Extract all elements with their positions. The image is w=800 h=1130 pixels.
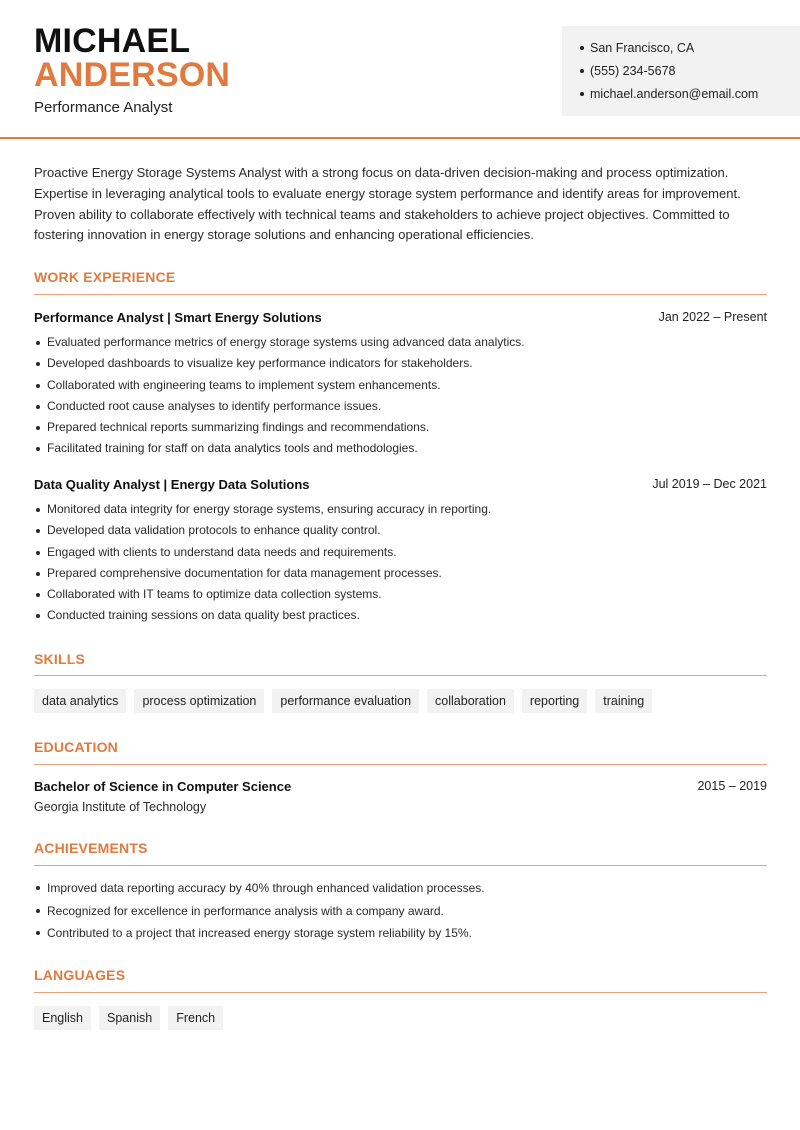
list-item: Collaborated with IT teams to optimize data collection systems. <box>34 584 767 605</box>
section-divider <box>34 865 767 866</box>
section-divider <box>34 764 767 765</box>
phone-text: (555) 234-5678 <box>590 64 676 78</box>
languages-tags <box>34 1006 223 1030</box>
skill-tag: collaboration <box>427 689 514 713</box>
language-tag: English <box>34 1006 91 1030</box>
contact-box <box>562 26 800 116</box>
skills-tags <box>34 689 652 713</box>
resume-header <box>0 0 800 139</box>
email-text[interactable]: michael.anderson@email.com <box>590 87 759 101</box>
list-item: Developed dashboards to visualize key performance indicators for stakeholders. <box>34 353 767 374</box>
skills-heading: SKILLS <box>34 651 85 667</box>
list-item: Facilitated training for staff on data analytics tools and methodologies. <box>34 438 767 459</box>
language-tag: Spanish <box>99 1006 160 1030</box>
skill-tag: reporting <box>522 689 587 713</box>
bullet-icon <box>580 46 584 50</box>
skill-tag: training <box>595 689 652 713</box>
job-dates-1: Jan 2022 – Present <box>658 310 767 324</box>
location-text: San Francisco, CA <box>590 41 695 55</box>
list-item: Monitored data integrity for energy storage systems, ensuring accuracy in reporting. <box>34 499 767 520</box>
job-dates-2: Jul 2019 – Dec 2021 <box>652 477 767 491</box>
section-divider <box>34 294 767 295</box>
list-item: Collaborated with engineering teams to implement system enhancements. <box>34 375 767 396</box>
job-title-1: Performance Analyst | Smart Energy Solutions <box>34 310 322 325</box>
section-divider <box>34 992 767 993</box>
list-item: Prepared comprehensive documentation for data management processes. <box>34 563 767 584</box>
list-item: Contributed to a project that increased energy storage system reliability by 15%. <box>34 922 767 945</box>
job-title: Performance Analyst <box>34 99 173 116</box>
education-heading: EDUCATION <box>34 739 118 755</box>
list-item: Improved data reporting accuracy by 40% through enhanced validation processes. <box>34 877 767 900</box>
last-name: ANDERSON <box>34 56 231 94</box>
bullet-icon <box>580 69 584 73</box>
list-item: Prepared technical reports summarizing findings and recommendations. <box>34 417 767 438</box>
language-tag: French <box>168 1006 223 1030</box>
achievements-heading: ACHIEVEMENTS <box>34 840 148 856</box>
list-item: Recognized for excellence in performance analysis with a company award. <box>34 900 767 923</box>
contact-email[interactable] <box>580 86 758 102</box>
summary-paragraph: Proactive Energy Storage Systems Analyst with a strong focus on data-driven decision-making and process optimization. Expertise in leveraging analytical tools to evaluate energy storage system performance and identify areas for improvement. Proven ability to collaborate effectively with technical teams and stakeholders to achieve project objectives. Committed to fostering innovation in energy storage solutions and enhancing operational efficiencies. <box>34 165 741 243</box>
skill-tag: performance evaluation <box>272 689 419 713</box>
bullet-icon <box>580 92 584 96</box>
list-item: Developed data validation protocols to enhance quality control. <box>34 520 767 541</box>
first-name: MICHAEL <box>34 22 191 60</box>
contact-location <box>580 40 694 56</box>
degree-title: Bachelor of Science in Computer Science <box>34 779 292 794</box>
education-dates: 2015 – 2019 <box>697 779 767 793</box>
achievements-list <box>34 877 767 945</box>
languages-heading: LANGUAGES <box>34 967 126 983</box>
list-item: Conducted root cause analyses to identify performance issues. <box>34 396 767 417</box>
work-experience-heading: WORK EXPERIENCE <box>34 269 176 285</box>
skill-tag: data analytics <box>34 689 126 713</box>
job-title-2: Data Quality Analyst | Energy Data Solutions <box>34 477 310 492</box>
list-item: Conducted training sessions on data quality best practices. <box>34 605 767 626</box>
job-bullets-2 <box>34 499 767 627</box>
list-item: Evaluated performance metrics of energy storage systems using advanced data analytics. <box>34 332 767 353</box>
skill-tag: process optimization <box>134 689 264 713</box>
school-name: Georgia Institute of Technology <box>34 800 207 814</box>
list-item: Engaged with clients to understand data needs and requirements. <box>34 542 767 563</box>
section-divider <box>34 675 767 676</box>
job-bullets-1 <box>34 332 767 460</box>
contact-phone <box>580 63 675 79</box>
